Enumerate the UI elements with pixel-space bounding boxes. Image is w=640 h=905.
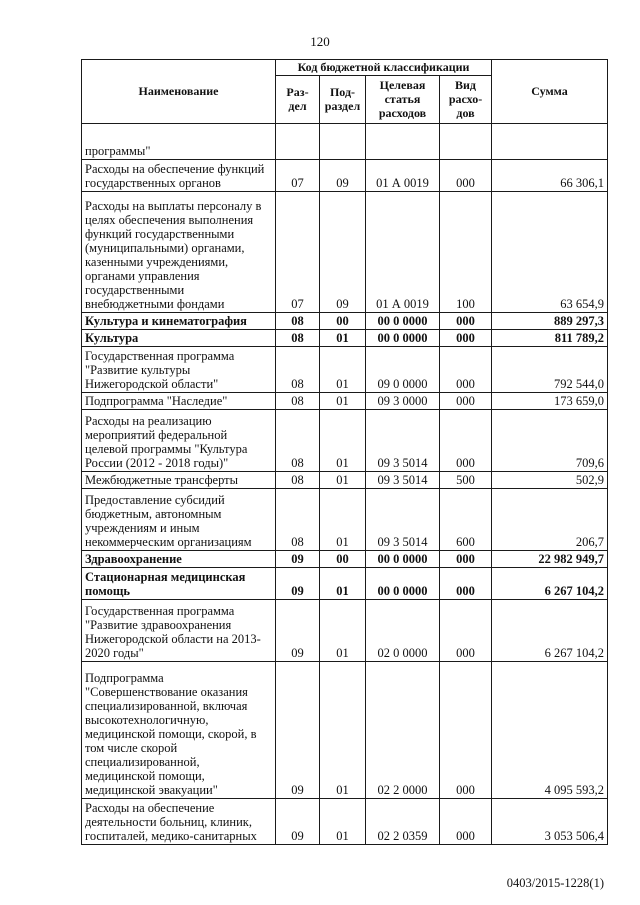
row-target-article: 09 3 5014: [366, 472, 440, 489]
table-row: [82, 551, 608, 568]
row-section: 09: [276, 799, 320, 845]
row-target-article: 09 3 5014: [366, 410, 440, 472]
row-name: программы": [82, 124, 276, 160]
row-name: Государственная программа "Развитие здравоохранения Нижегородской области на 2013-2020 годы": [82, 600, 276, 662]
row-expense-kind: 000: [440, 160, 492, 192]
row-subsection: 01: [320, 393, 366, 410]
table-row: [82, 410, 608, 472]
table-row: [82, 330, 608, 347]
row-name: Расходы на обеспечение деятельности больниц, клиник, госпиталей, медико-санитарных: [82, 799, 276, 845]
row-subsection: 01: [320, 489, 366, 551]
row-amount: 4 095 593,2: [492, 662, 608, 799]
row-amount: 6 267 104,2: [492, 568, 608, 600]
row-section: 08: [276, 489, 320, 551]
row-expense-kind: 000: [440, 347, 492, 393]
row-name: Расходы на обеспечение функций государственных органов: [82, 160, 276, 192]
row-expense-kind: 500: [440, 472, 492, 489]
row-name: Расходы на выплаты персоналу в целях обеспечения выполнения функций государственными (муниципальными) органами, казенными учреждениями, органами управления государственными внебюджетными фондами: [82, 192, 276, 313]
row-section: 08: [276, 313, 320, 330]
row-amount: 206,7: [492, 489, 608, 551]
row-name: Государственная программа "Развитие культуры Нижегородской области": [82, 347, 276, 393]
header-name: Наименование: [82, 60, 276, 124]
row-name: Расходы на реализацию мероприятий федеральной целевой программы "Культура России (2012 - 2018 годы)": [82, 410, 276, 472]
row-name: Межбюджетные трансферты: [82, 472, 276, 489]
row-subsection: 01: [320, 600, 366, 662]
table-row: [82, 347, 608, 393]
row-target-article: [366, 124, 440, 160]
row-subsection: 01: [320, 799, 366, 845]
row-expense-kind: 000: [440, 330, 492, 347]
row-amount: 63 654,9: [492, 192, 608, 313]
table-row: [82, 662, 608, 799]
row-subsection: 01: [320, 568, 366, 600]
row-amount: [492, 124, 608, 160]
row-target-article: 02 2 0359: [366, 799, 440, 845]
row-subsection: 01: [320, 662, 366, 799]
row-expense-kind: 000: [440, 410, 492, 472]
row-expense-kind: 000: [440, 551, 492, 568]
header-subsection: Под- раздел: [320, 76, 366, 124]
row-name: Предоставление субсидий бюджетным, автономным учреждениям и иным некоммерческим организациям: [82, 489, 276, 551]
row-section: 07: [276, 160, 320, 192]
row-target-article: 09 0 0000: [366, 347, 440, 393]
row-expense-kind: 000: [440, 393, 492, 410]
row-name: Культура: [82, 330, 276, 347]
table-row: [82, 393, 608, 410]
row-subsection: 01: [320, 347, 366, 393]
table-row: [82, 568, 608, 600]
row-amount: 889 297,3: [492, 313, 608, 330]
row-amount: 792 544,0: [492, 347, 608, 393]
row-amount: 173 659,0: [492, 393, 608, 410]
row-subsection: 00: [320, 313, 366, 330]
row-amount: 3 053 506,4: [492, 799, 608, 845]
row-expense-kind: 000: [440, 568, 492, 600]
row-section: 08: [276, 472, 320, 489]
row-amount: 6 267 104,2: [492, 600, 608, 662]
row-subsection: 01: [320, 410, 366, 472]
header-expense-kind: Вид расхо- дов: [440, 76, 492, 124]
header-section: Раз- дел: [276, 76, 320, 124]
row-name: Здравоохранение: [82, 551, 276, 568]
header-target-article: Целевая статья расходов: [366, 76, 440, 124]
row-section: 08: [276, 410, 320, 472]
row-expense-kind: 600: [440, 489, 492, 551]
row-subsection: [320, 124, 366, 160]
row-section: 09: [276, 551, 320, 568]
row-target-article: 00 0 0000: [366, 568, 440, 600]
table-header: [82, 60, 608, 124]
row-target-article: 02 0 0000: [366, 600, 440, 662]
row-expense-kind: [440, 124, 492, 160]
row-target-article: 09 3 5014: [366, 489, 440, 551]
table-row: [82, 313, 608, 330]
row-expense-kind: 000: [440, 799, 492, 845]
row-section: 08: [276, 393, 320, 410]
row-target-article: 01 А 0019: [366, 192, 440, 313]
page-number: 120: [310, 34, 330, 49]
row-subsection: 01: [320, 472, 366, 489]
row-section: [276, 124, 320, 160]
table-row: [82, 489, 608, 551]
budget-table: [81, 59, 608, 845]
header-amount: Сумма: [492, 60, 608, 124]
row-target-article: 09 3 0000: [366, 393, 440, 410]
row-amount: 811 789,2: [492, 330, 608, 347]
row-name: Стационарная медицинская помощь: [82, 568, 276, 600]
row-subsection: 01: [320, 330, 366, 347]
row-subsection: 09: [320, 192, 366, 313]
row-section: 08: [276, 330, 320, 347]
row-section: 09: [276, 662, 320, 799]
row-amount: 709,6: [492, 410, 608, 472]
document-code: 0403/2015-1228(1): [506, 876, 604, 890]
row-expense-kind: 100: [440, 192, 492, 313]
row-section: 09: [276, 568, 320, 600]
row-expense-kind: 000: [440, 600, 492, 662]
table-row: [82, 600, 608, 662]
row-name: Подпрограмма "Совершенствование оказания специализированной, включая высокотехнологичную, медицинской помощи, скорой, в том числе скорой специализированной, медицинской помощи, медицинской эвакуации": [82, 662, 276, 799]
row-amount: 502,9: [492, 472, 608, 489]
row-target-article: 01 А 0019: [366, 160, 440, 192]
table-row: [82, 472, 608, 489]
row-target-article: 02 2 0000: [366, 662, 440, 799]
row-subsection: 00: [320, 551, 366, 568]
row-section: 08: [276, 347, 320, 393]
row-amount: 22 982 949,7: [492, 551, 608, 568]
table-row: [82, 160, 608, 192]
row-expense-kind: 000: [440, 313, 492, 330]
row-expense-kind: 000: [440, 662, 492, 799]
row-target-article: 00 0 0000: [366, 330, 440, 347]
table-body: [82, 124, 608, 845]
row-target-article: 00 0 0000: [366, 551, 440, 568]
row-name: Подпрограмма "Наследие": [82, 393, 276, 410]
row-amount: 66 306,1: [492, 160, 608, 192]
table-row: [82, 124, 608, 160]
row-subsection: 09: [320, 160, 366, 192]
row-target-article: 00 0 0000: [366, 313, 440, 330]
table-row: [82, 799, 608, 845]
table-row: [82, 192, 608, 313]
row-section: 09: [276, 600, 320, 662]
row-name: Культура и кинематография: [82, 313, 276, 330]
header-classification-group: Код бюджетной классификации: [276, 60, 492, 76]
row-section: 07: [276, 192, 320, 313]
